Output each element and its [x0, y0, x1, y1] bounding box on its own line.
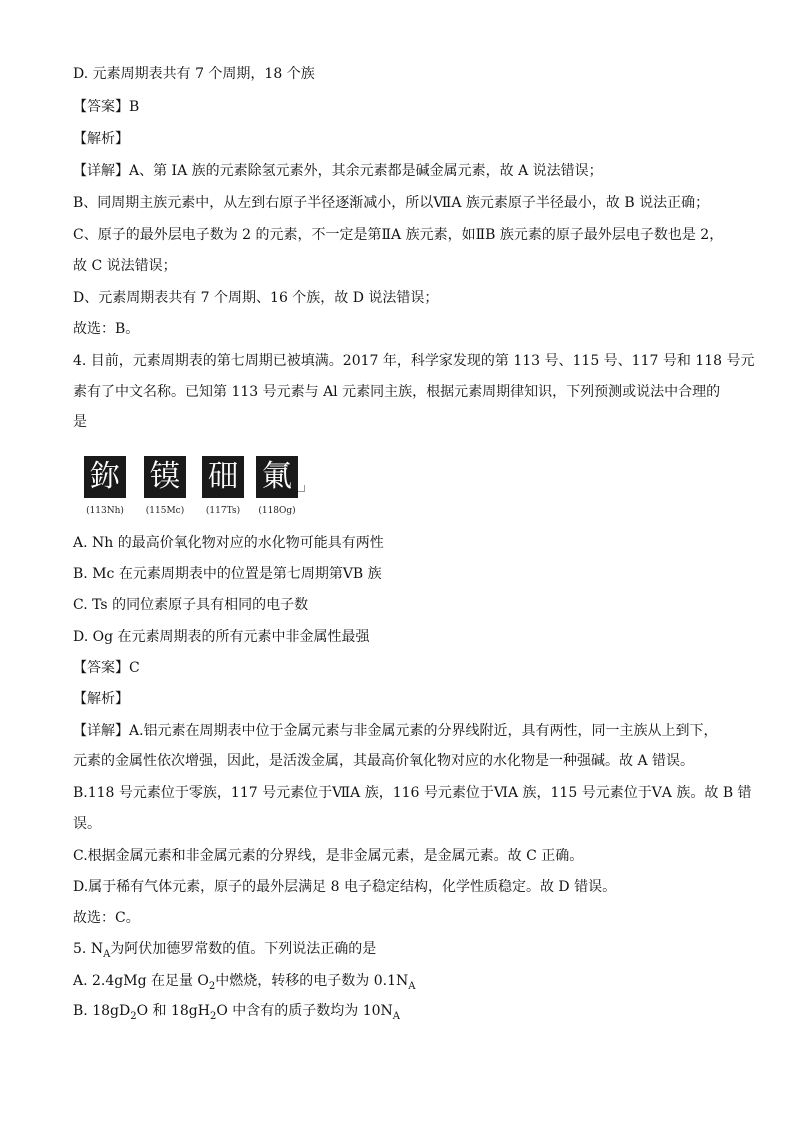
answer-label-q3: 【答案】B	[73, 99, 140, 115]
question-5-stem: 5. $N_A$为阿伏加德罗常数的值。下列说法正确的是	[73, 941, 377, 960]
answer-label-q4: 【答案】C	[73, 660, 140, 676]
option-a-q4: A. Nh 的最高价氧化物对应的水化物可能具有两性	[73, 535, 384, 551]
conclusion-q3: 故选：B。	[73, 321, 140, 337]
option-b-q5: B. $18gD_2O$ 和 $18gH_2O$ 中含有的质子数均为 $10N_A$	[73, 1003, 401, 1022]
element-label-ts: (117Ts)	[205, 506, 241, 516]
explanation-line: C、原子的最外层电子数为 2 的元素，不一定是第ⅡA 族元素，如ⅡB 族元素的原子最外层电子数也是 2，	[73, 227, 724, 243]
element-label-og: (118Og)	[258, 506, 296, 516]
option-d-q4: D. Og 在元素周期表的所有元素中非金属性最强	[73, 629, 370, 645]
question-4-stem: 4. 目前，元素周期表的第七周期已被填满。2017 年，科学家发现的第 113 号、115 号、117 号和 118 号元	[73, 353, 755, 369]
element-label-nh: (113Nh)	[86, 506, 124, 516]
element-tile-ts: 鿬	[202, 456, 244, 498]
explanation-line: B.118 号元素位于零族，117 号元素位于ⅦA 族，116 号元素位于ⅥA 族，115 号元素位于ⅤA 族。故 B 错	[73, 785, 752, 801]
explanation-line: D、元素周期表共有 7 个周期、16 个族，故 D 说法错误；	[73, 290, 439, 306]
element-name-figure	[84, 456, 314, 520]
element-tile-og: 氭	[256, 456, 298, 498]
question-4-stem: 素有了中文名称。已知第 113 号元素与 Al 元素同主族，根据元素周期律知识，下列预测或说法中合理的	[73, 384, 721, 400]
explanation-line: 故 C 说法错误；	[73, 258, 177, 274]
image-corner-mark	[298, 485, 305, 492]
explanation-line: 【详解】A.铝元素在周期表中位于金属元素与非金属元素的分界线附近，具有两性，同一主族从上到下，	[73, 723, 718, 739]
explanation-line: 【详解】A、第 IA 族的元素除氢元素外，其余元素都是碱金属元素，故 A 说法错误；	[73, 163, 603, 179]
element-tile-mc: 镆	[144, 456, 186, 498]
element-label-mc: (115Mc)	[145, 506, 185, 516]
analysis-label-q4: 【解析】	[73, 691, 129, 707]
option-b-q4: B. Mc 在元素周期表中的位置是第七周期第ⅤB 族	[73, 566, 382, 582]
explanation-line: 元素的金属性依次增强，因此，是活泼金属，其最高价氧化物对应的水化物是一种强碱。故 A 错误。	[73, 753, 695, 769]
option-c-q4: C. Ts 的同位素原子具有相同的电子数	[73, 597, 309, 613]
element-tile-nh: 鉨	[84, 456, 126, 498]
option-a-q5: A. 2.4gMg 在足量 $O_2$中燃烧，转移的电子数为 $0.1N_A$	[73, 973, 416, 992]
option-d-q3: D. 元素周期表共有 7 个周期，18 个族	[73, 66, 315, 82]
explanation-line: C.根据金属元素和非金属元素的分界线，是非金属元素，是金属元素。故 C 正确。	[73, 848, 584, 864]
conclusion-q4: 故选：C。	[73, 910, 140, 926]
explanation-line: B、同周期主族元素中，从左到右原子半径逐渐减小，所以ⅦA 族元素原子半径最小，故 B 说法正确；	[73, 195, 710, 211]
explanation-line: 误。	[73, 816, 101, 832]
explanation-line: D.属于稀有气体元素，原子的最外层满足 8 电子稳定结构，化学性质稳定。故 D 错误。	[73, 879, 617, 895]
question-4-stem: 是	[73, 414, 87, 430]
analysis-label-q3: 【解析】	[73, 131, 129, 147]
